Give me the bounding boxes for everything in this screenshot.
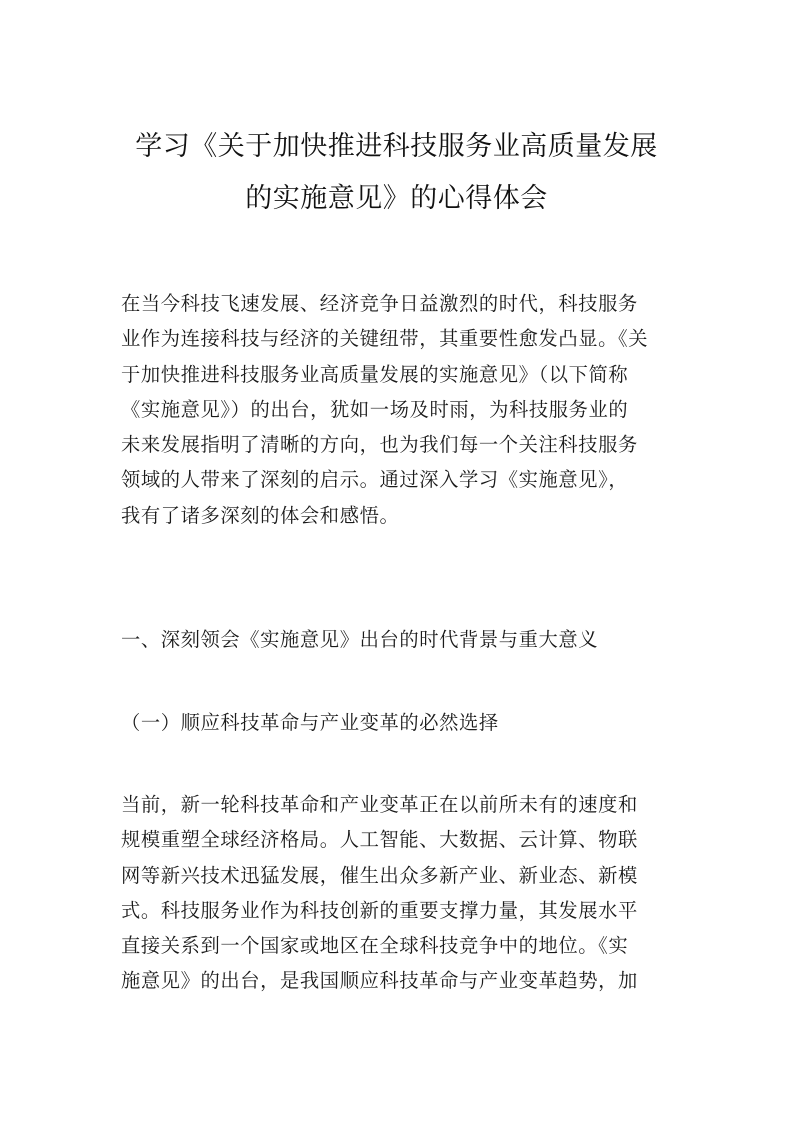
text-line: 在当今科技飞速发展、经济竞争日益激烈的时代，科技服务 [121,292,638,315]
text-line: 施意见》的出台，是我国顺应科技革命与产业变革趋势，加 [121,969,638,993]
text-line: 领域的人带来了深刻的启示。通过深入学习《实施意见》， [121,468,629,492]
document-title [100,121,693,225]
intro-paragraph [121,286,677,533]
text-line: 《实施意见》）的出台，犹如一场及时雨，为科技服务业的 [121,397,629,421]
text-line: 式。科技服务业作为科技创新的重要支撑力量，其发展水平 [121,898,638,922]
text-line: 当前，新一轮科技革命和产业变革正在以前所未有的速度和 [121,793,638,816]
text-line: 网等新兴技术迅猛发展，催生出众多新产业、新业态、新模 [121,863,638,887]
section-heading [121,622,677,657]
text-line: 业作为连接科技与经济的关键纽带，其重要性愈发凸显。《关 [121,327,649,351]
text-line: 规模重塑全球经济格局。人工智能、大数据、云计算、物联 [121,828,638,852]
text-line: 直接关系到一个国家或地区在全球科技竞争中的地位。《实 [121,934,629,958]
body-paragraph [121,787,677,999]
text-line: 我有了诸多深刻的体会和感悟。 [121,503,400,527]
section-heading-text: 一、深刻领会《实施意见》出台的时代背景与重大意义 [121,628,599,651]
subsection-heading [121,705,677,740]
text-line: 于加快推进科技服务业高质量发展的实施意见》（以下简称 [121,362,629,386]
title-line: 的实施意见》的心得体会 [245,183,548,214]
subsection-heading-text: （一）顺应科技革命与产业变革的必然选择 [121,711,499,734]
text-line: 未来发展指明了清晰的方向，也为我们每一个关注科技服务 [121,433,638,457]
title-line: 学习《关于加快推进科技服务业高质量发展 [135,131,658,162]
